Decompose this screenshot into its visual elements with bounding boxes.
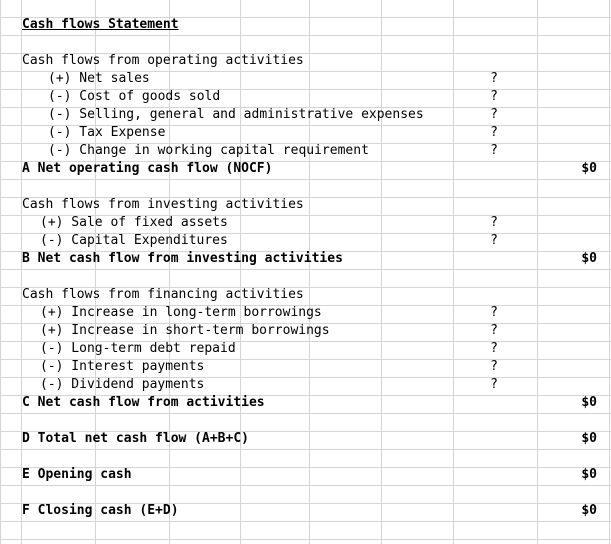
line-item-label: (+) Increase in short-term borrowings — [40, 323, 330, 338]
total-label: C Net cash flow from activities — [22, 395, 265, 410]
section-header: Cash flows from operating activities — [22, 53, 304, 68]
line-item-value: ? — [490, 359, 498, 374]
total-amount: $0 — [581, 431, 597, 446]
financing-header-row[interactable] — [0, 286, 611, 304]
line-item-label: (-) Selling, general and administrative expenses — [48, 107, 424, 122]
line-item-value: ? — [490, 377, 498, 392]
line-item-value: ? — [490, 305, 498, 320]
line-item-value: ? — [490, 143, 498, 158]
total-amount: $0 — [581, 467, 597, 482]
table-row[interactable] — [0, 124, 611, 142]
table-row[interactable] — [0, 232, 611, 250]
line-item-label: (-) Tax Expense — [48, 125, 166, 140]
line-item-value: ? — [490, 215, 498, 230]
line-item-value: ? — [490, 71, 498, 86]
line-item-label: (-) Capital Expenditures — [40, 233, 228, 248]
total-row[interactable] — [0, 250, 611, 268]
table-row[interactable] — [0, 358, 611, 376]
table-row[interactable] — [0, 340, 611, 358]
table-row[interactable] — [0, 70, 611, 88]
table-row[interactable] — [0, 106, 611, 124]
total-label: B Net cash flow from investing activities — [22, 251, 343, 266]
line-item-value: ? — [490, 323, 498, 338]
line-item-label: (-) Cost of goods sold — [48, 89, 221, 104]
sheet-title-row[interactable] — [0, 16, 611, 34]
total-amount: $0 — [581, 161, 597, 176]
sheet-title: Cash flows Statement — [22, 17, 179, 32]
line-item-label: (-) Long-term debt repaid — [40, 341, 236, 356]
section-header: Cash flows from financing activities — [22, 287, 304, 302]
line-item-label: (-) Dividend payments — [40, 377, 205, 392]
line-item-value: ? — [490, 233, 498, 248]
line-item-value: ? — [490, 125, 498, 140]
section-header: Cash flows from investing activities — [22, 197, 304, 212]
total-row[interactable] — [0, 160, 611, 178]
total-label: F Closing cash (E+D) — [22, 503, 179, 518]
line-item-label: (+) Increase in long-term borrowings — [40, 305, 322, 320]
operating-header-row[interactable] — [0, 52, 611, 70]
line-item-label: (-) Interest payments — [40, 359, 205, 374]
table-row[interactable] — [0, 304, 611, 322]
line-item-label: (+) Net sales — [48, 71, 150, 86]
table-row[interactable] — [0, 214, 611, 232]
table-row[interactable] — [0, 88, 611, 106]
line-item-label: (+) Sale of fixed assets — [40, 215, 228, 230]
line-item-value: ? — [490, 107, 498, 122]
line-item-label: (-) Change in working capital requirement — [48, 143, 369, 158]
total-amount: $0 — [581, 395, 597, 410]
total-label: E Opening cash — [22, 467, 132, 482]
total-label: D Total net cash flow (A+B+C) — [22, 431, 249, 446]
total-row[interactable] — [0, 502, 611, 520]
investing-header-row[interactable] — [0, 196, 611, 214]
table-row[interactable] — [0, 142, 611, 160]
table-row[interactable] — [0, 322, 611, 340]
total-label: A Net operating cash flow (NOCF) — [22, 161, 273, 176]
line-item-value: ? — [490, 341, 498, 356]
total-row[interactable] — [0, 466, 611, 484]
total-row[interactable] — [0, 430, 611, 448]
total-amount: $0 — [581, 503, 597, 518]
table-row[interactable] — [0, 376, 611, 394]
line-item-value: ? — [490, 89, 498, 104]
total-amount: $0 — [581, 251, 597, 266]
total-row[interactable] — [0, 394, 611, 412]
